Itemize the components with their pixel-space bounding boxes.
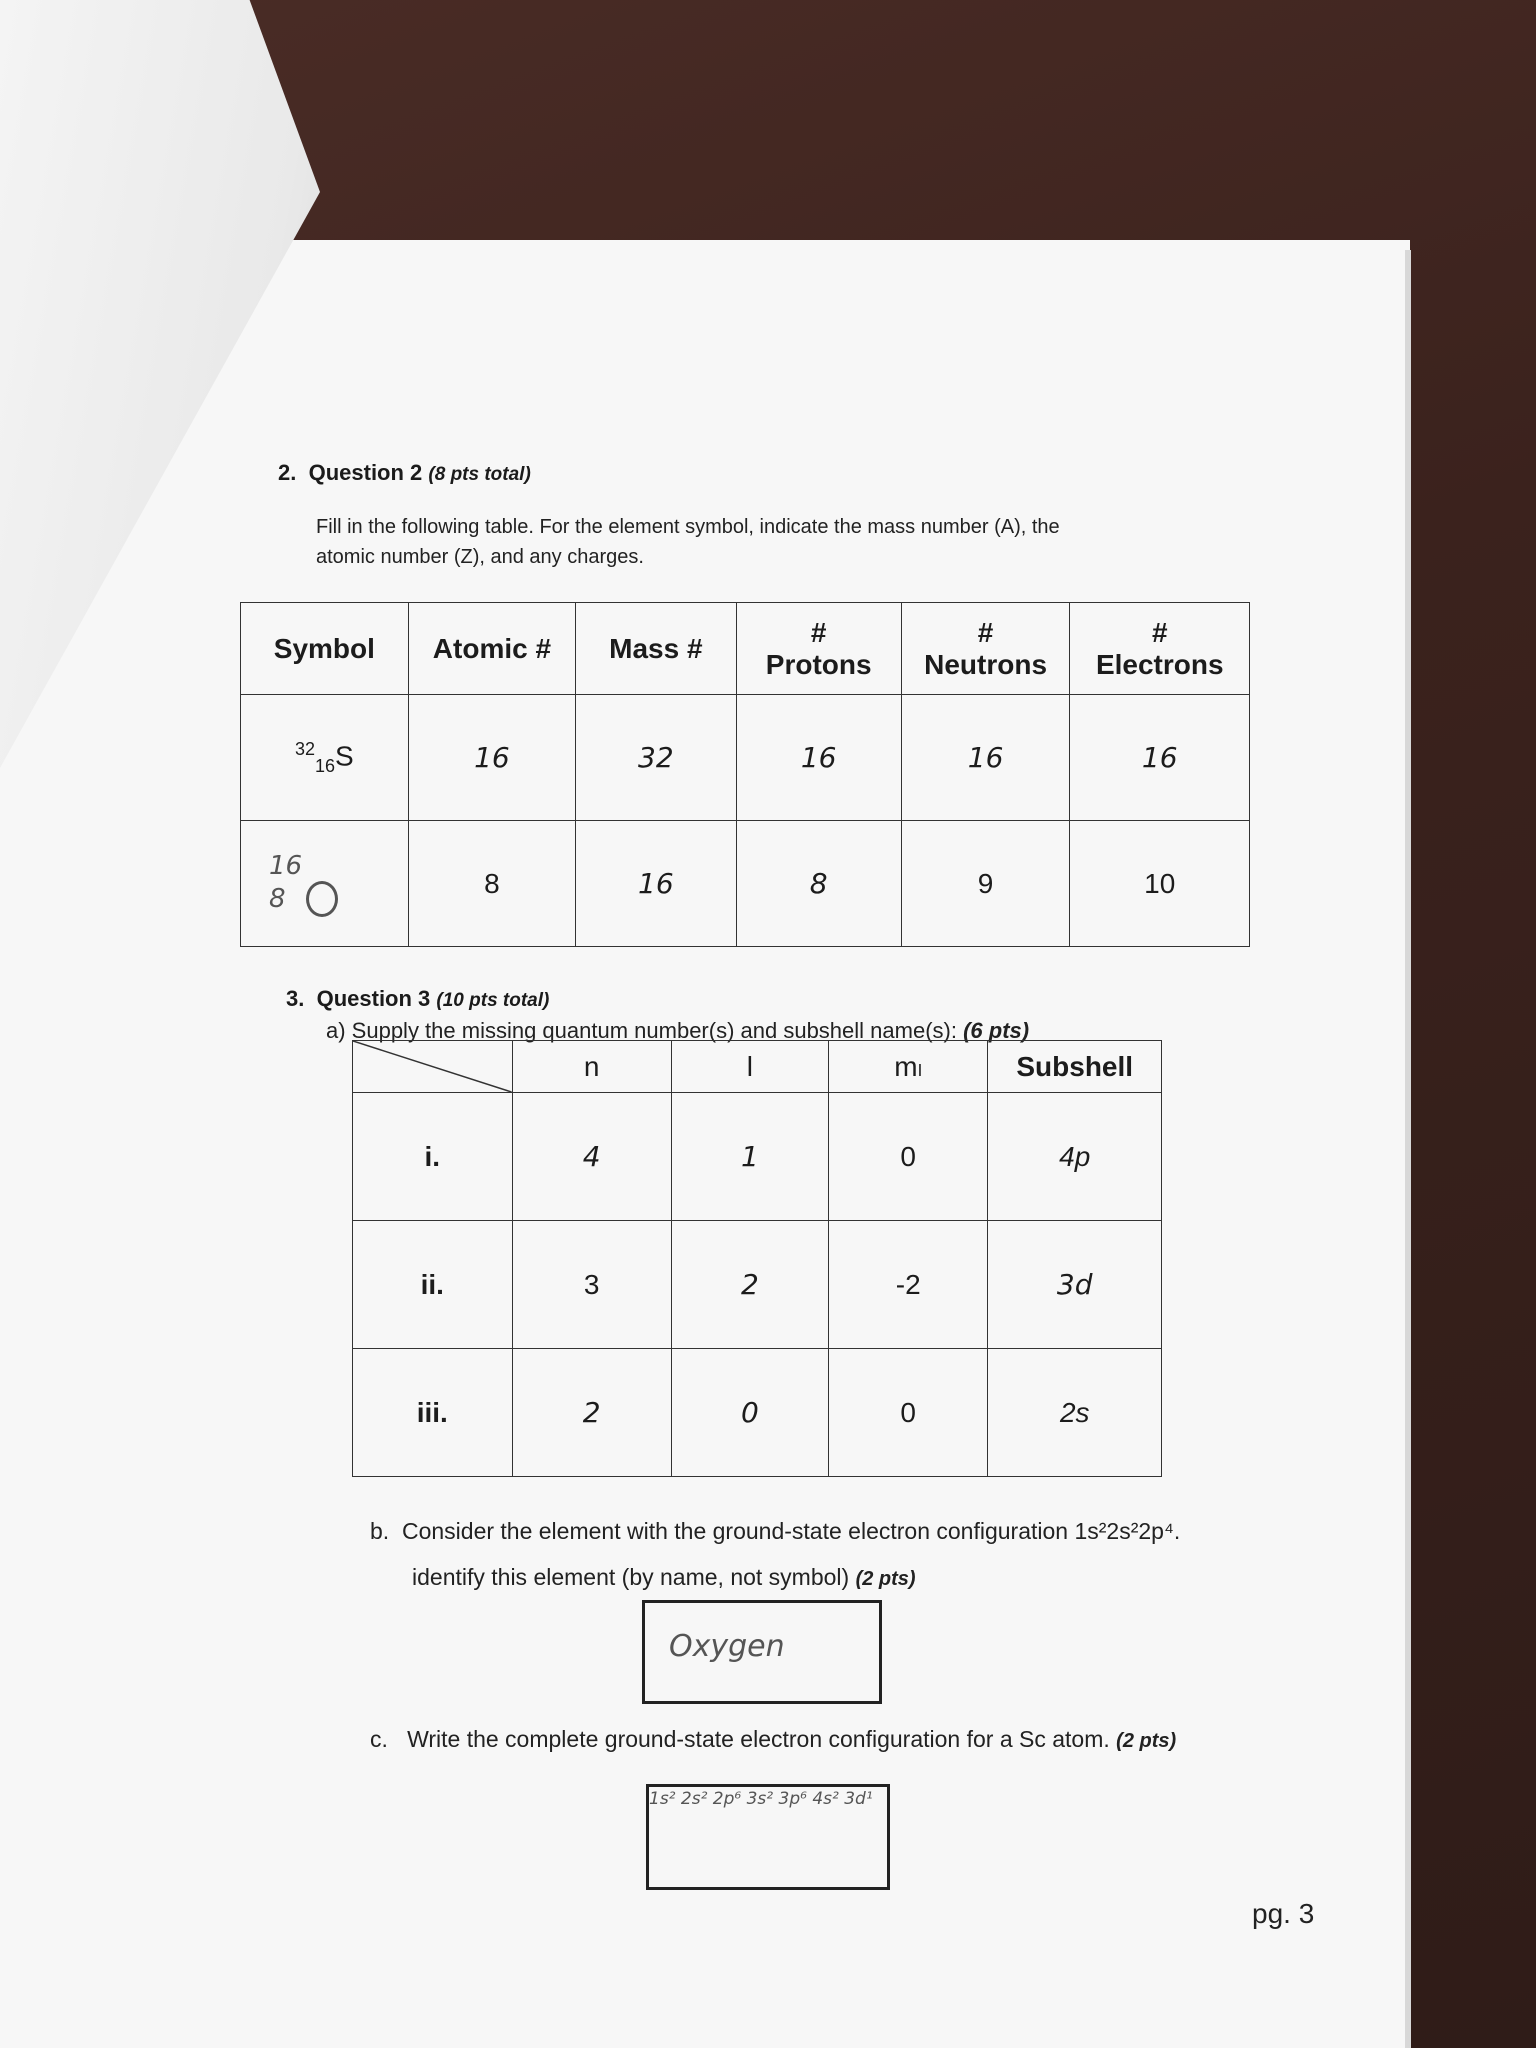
page-number: pg. 3 — [1252, 1898, 1315, 1929]
row-iii-l: 0 — [671, 1349, 828, 1477]
oxygen-hand-symbol — [269, 881, 407, 917]
atom-table-row-sulfur — [241, 695, 1250, 821]
question-2-title: Question 2 — [308, 460, 423, 485]
part-c-answer-box — [646, 1784, 890, 1890]
row-ii-subshell: 3d — [988, 1221, 1162, 1349]
row-ii-ml: -2 — [828, 1221, 987, 1349]
part-c-points: (2 pts) — [1116, 1730, 1177, 1752]
instructions-line-1: Fill in the following table. For the element symbol, indicate the mass number (A), the — [316, 516, 1060, 538]
row-i-subshell: 4p — [988, 1093, 1162, 1221]
header-neutrons — [901, 603, 1070, 695]
part-b-points: (2 pts) — [855, 1568, 916, 1590]
electrons-hash: # — [1151, 616, 1168, 648]
atom-table-header-row — [241, 603, 1250, 695]
quantum-table-header-row — [353, 1041, 1162, 1093]
symbol-oxygen — [241, 821, 409, 947]
header-n: n — [512, 1041, 671, 1093]
question-2-points: (8 pts total) — [428, 464, 531, 485]
part-b-line-1 — [370, 1508, 1180, 1554]
neutrons-label: Neutrons — [924, 648, 1048, 680]
header-ml: mₗ — [828, 1041, 987, 1093]
row-label-iii: iii. — [353, 1349, 513, 1477]
part-b-text-1: Consider the element with the ground-state electron configuration 1s²2s²2p⁴. — [401, 1518, 1181, 1544]
header-protons — [736, 603, 901, 695]
row-ii-n: 3 — [512, 1221, 671, 1349]
part-b-text-2: identify this element (by name, not symbol) — [412, 1564, 850, 1590]
symbol-sulfur — [241, 695, 409, 821]
header-electrons — [1070, 603, 1250, 695]
question-3-points: (10 pts total) — [436, 990, 550, 1011]
sulfur-atomic-subscript: 16 — [315, 755, 336, 776]
oxygen-protons: 8 — [736, 821, 901, 947]
electrons-label: Electrons — [1095, 648, 1224, 680]
oxygen-circle-symbol — [306, 881, 338, 917]
header-subshell: Subshell — [988, 1041, 1162, 1093]
row-label-i: i. — [353, 1093, 513, 1221]
sulfur-mass-superscript: 32 — [294, 738, 316, 759]
part-a-points: (6 pts) — [963, 1018, 1030, 1043]
oxygen-mass-number: 16 — [576, 821, 736, 947]
question-3-heading — [286, 986, 549, 1012]
oxygen-electrons: 10 — [1070, 821, 1250, 947]
part-b-line-2 — [370, 1554, 1180, 1602]
question-3-number: 3. — [286, 986, 305, 1011]
oxygen-hand-atomic: 8 — [269, 883, 286, 914]
question-2-heading — [278, 460, 531, 486]
protons-label: Protons — [765, 648, 872, 680]
diagonal-line — [353, 1041, 512, 1092]
protons-hash: # — [810, 616, 827, 648]
header-symbol: Symbol — [241, 603, 409, 695]
part-c-text: Write the complete ground-state electron configuration for a Sc atom. — [407, 1726, 1110, 1752]
header-mass-number: Mass # — [576, 603, 736, 695]
sulfur-protons: 16 — [736, 695, 901, 821]
part-c-label: c. — [370, 1726, 388, 1752]
row-i-ml: 0 — [828, 1093, 987, 1221]
quantum-row-i — [353, 1093, 1162, 1221]
header-l: l — [671, 1041, 828, 1093]
sulfur-element: S — [335, 739, 354, 771]
row-iii-ml: 0 — [828, 1349, 987, 1477]
sulfur-electrons: 16 — [1070, 695, 1250, 821]
page-edge — [1405, 250, 1411, 2048]
sulfur-mass-number: 32 — [576, 695, 736, 821]
row-iii-subshell: 2s — [988, 1349, 1162, 1477]
question-3-title: Question 3 — [316, 986, 431, 1011]
row-i-l: 1 — [671, 1093, 828, 1221]
header-atomic-number: Atomic # — [408, 603, 575, 695]
part-a-text: a) Supply the missing quantum number(s) and subshell name(s): — [326, 1018, 957, 1043]
oxygen-hand-mass: 16 — [269, 850, 303, 881]
oxygen-atomic-number: 8 — [408, 821, 575, 947]
neutrons-hash: # — [977, 616, 994, 648]
quantum-row-iii — [353, 1349, 1162, 1477]
oxygen-neutrons: 9 — [901, 821, 1070, 947]
quantum-table — [352, 1040, 1162, 1477]
part-b-label: b. — [370, 1518, 390, 1544]
atom-table — [240, 602, 1250, 947]
question-3b-prompt — [370, 1508, 1180, 1602]
header-corner-diagonal — [353, 1041, 513, 1093]
question-2-instructions — [316, 512, 1060, 572]
question-2-number: 2. — [278, 460, 297, 485]
question-3c-prompt — [370, 1724, 1176, 1756]
sulfur-neutrons: 16 — [901, 695, 1070, 821]
row-ii-l: 2 — [671, 1221, 828, 1349]
part-b-answer-box — [642, 1600, 882, 1704]
instructions-line-2: atomic number (Z), and any charges. — [316, 546, 644, 568]
part-b-answer: Oxygen — [669, 1629, 785, 1664]
atom-table-row-oxygen — [241, 821, 1250, 947]
row-i-n: 4 — [512, 1093, 671, 1221]
row-label-ii: ii. — [353, 1221, 513, 1349]
part-c-answer: 1s² 2s² 2p⁶ 3s² 3p⁶ 4s² 3d¹ — [649, 1789, 873, 1809]
quantum-row-ii — [353, 1221, 1162, 1349]
row-iii-n: 2 — [512, 1349, 671, 1477]
sulfur-atomic-number: 16 — [408, 695, 575, 821]
